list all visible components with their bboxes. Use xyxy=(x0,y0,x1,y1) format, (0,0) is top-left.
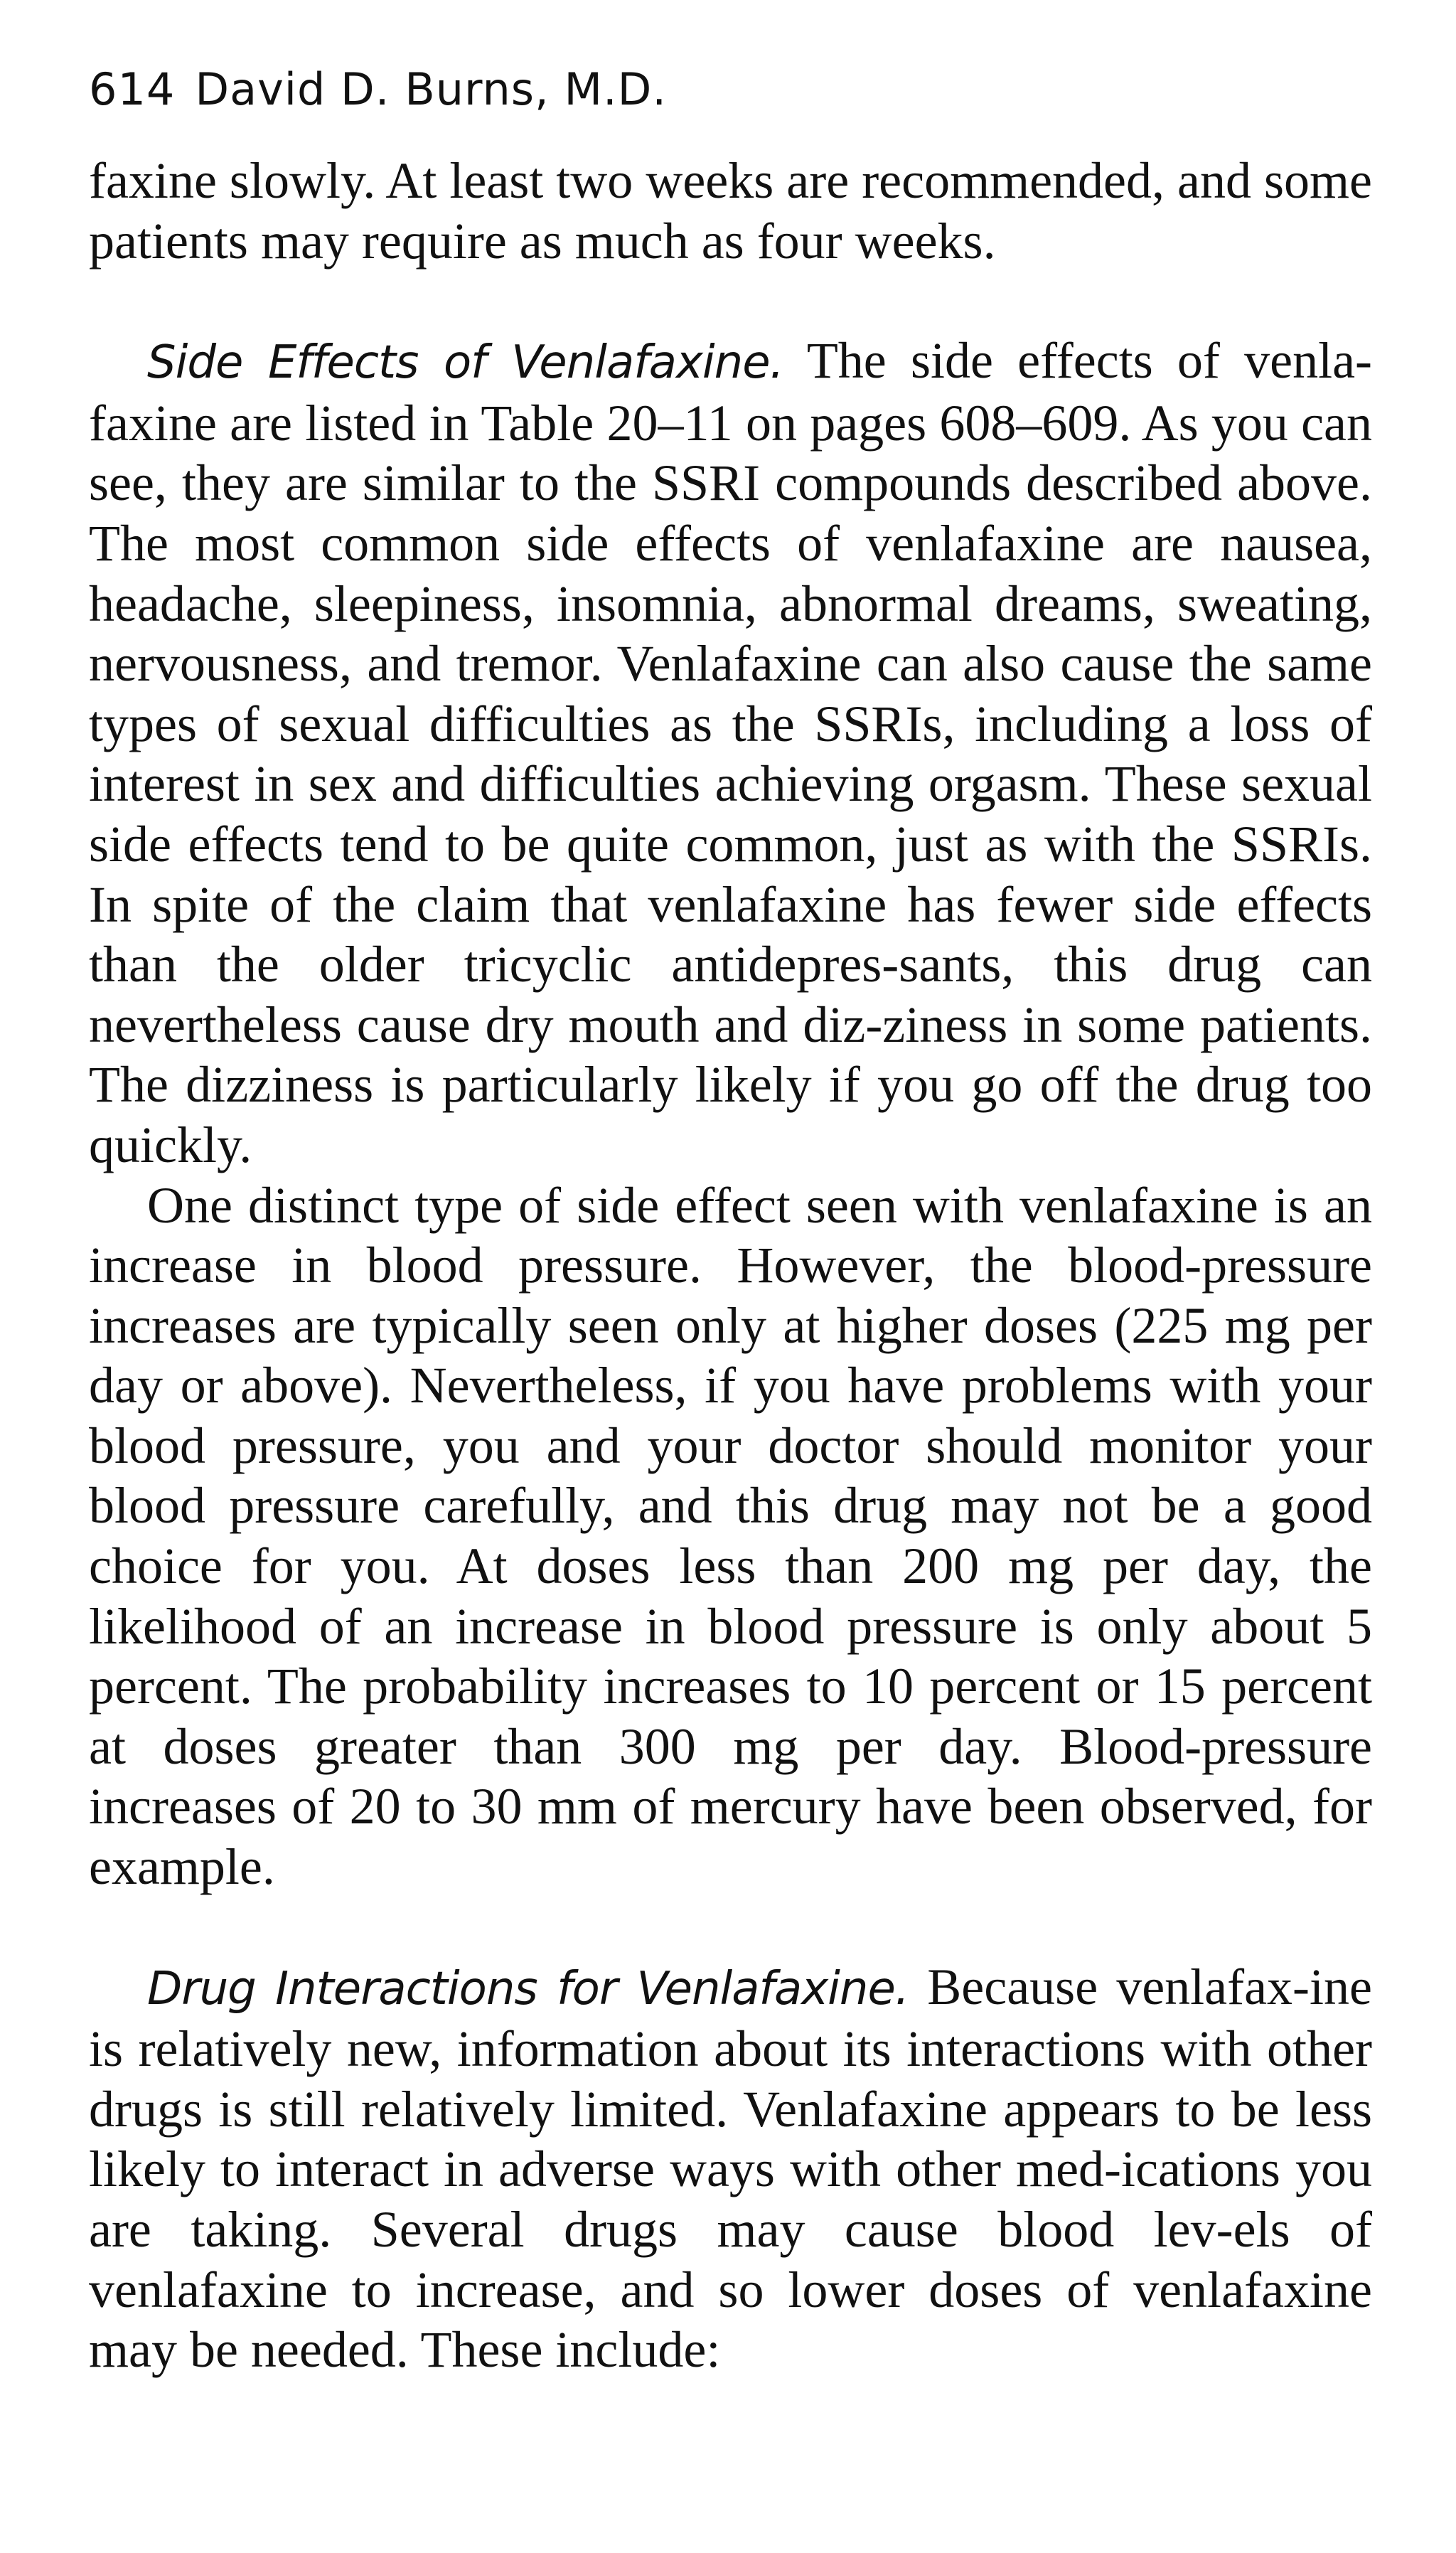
section-heading-side-effects: Side Effects of Venlafaxine. xyxy=(147,336,783,390)
paragraph-drug-interactions xyxy=(89,1957,1372,2380)
paragraph-side-effects xyxy=(89,331,1372,1175)
paragraph-continuation: faxine slowly. At least two weeks are recommended, and some patients may require as much as four weeks. xyxy=(89,152,1372,270)
paragraph-blood-pressure: One distinct type of side effect seen with venlafaxine is an increase in blood pressure. However, the blood-pressure increases are typically seen only at higher doses (225 mg per day or above). Nevertheless, if you have problems with your blood pressure, you and your doctor should monitor your blood pressure carefully, and this drug may not be a good choice for you. At doses less than 200 mg per day, the likelihood of an increase in blood pressure is only about 5 percent. The probability increases to 10 percent or 15 percent at doses greater than 300 mg per day. Blood-pressure increases of 20 to 30 mm of mercury have been observed, for example. xyxy=(89,1176,1372,1896)
running-title: David D. Burns, M.D. xyxy=(195,63,668,115)
section-heading-drug-interactions: Drug Interactions for Venlafaxine. xyxy=(147,1962,909,2015)
paragraph-drug-interactions-body: Because venlafax-ine is relatively new, information about its interactions with other drugs is still relatively limited. Venlafaxine appears to be less likely to interact in adverse ways with other med-ications you are taking. Several drugs may cause blood lev-els of venlafaxine to increase, and so lower doses of venlafaxine may be needed. These include: xyxy=(89,1958,1372,2379)
paragraph-side-effects-body: The side effects of venla-faxine are listed in Table 20–11 on pages 608–609. As you can see, they are similar to the SSRI compounds described above. The most common side effects of venlafaxine are nausea, headache, sleepiness, insomnia, abnormal dreams, sweating, nervousness, and tremor. Venlafaxine can also cause the same types of sexual difficulties as the SSRIs, including a loss of interest in sex and difficulties achieving orgasm. These sexual side effects tend to be quite common, just as with the SSRIs. In spite of the claim that venlafaxine has fewer side effects than the older tricyclic antidepres-sants, this drug can nevertheless cause dry mouth and diz-ziness in some patients. The dizziness is particularly likely if you go off the drug too quickly. xyxy=(89,332,1373,1173)
running-head xyxy=(89,63,1372,115)
page-number: 614 xyxy=(89,63,176,115)
book-page xyxy=(89,63,1373,2380)
